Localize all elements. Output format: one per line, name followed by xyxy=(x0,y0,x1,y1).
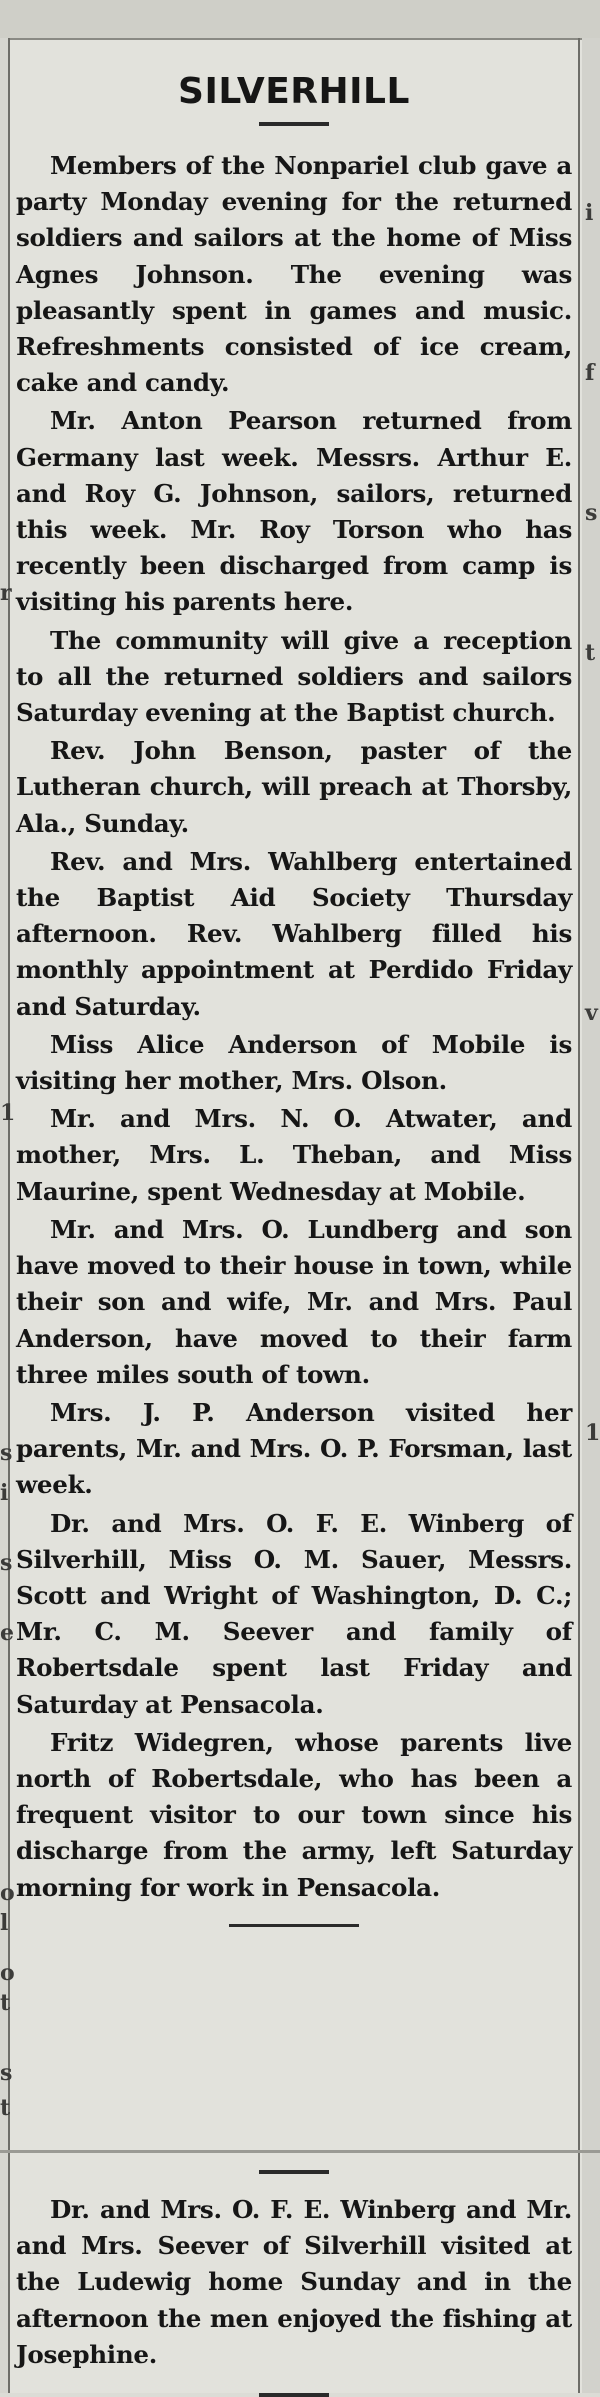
margin-fragment: v xyxy=(585,1000,598,1026)
margin-fragment: o xyxy=(0,1960,15,1986)
article-paragraph: Mrs. J. P. Anderson visited her parents, Mr. and Mrs. O. P. Forsman, last week. xyxy=(16,1397,572,1500)
margin-fragment: r xyxy=(0,580,12,606)
margin-fragment: s xyxy=(0,2060,13,2086)
item-bottom-rule xyxy=(259,2393,329,2397)
article-end-rule xyxy=(229,1924,359,1927)
article-paragraph: Rev. John Benson, paster of the Lutheran church, will preach at Thorsby, Ala., Sunday. xyxy=(16,736,572,838)
second-item-paragraph: Dr. and Mrs. O. F. E. Winberg and Mr. and Mrs. Seever of Silverhill visited at the Ludewig home Sunday and in the afternoon the men enjoyed the fishing at Josephine. xyxy=(16,2195,572,2369)
second-item xyxy=(16,2158,572,2397)
left-column-rule xyxy=(8,38,10,2393)
right-margin xyxy=(582,38,600,2393)
right-column-rule xyxy=(578,38,580,2393)
margin-fragment: o xyxy=(0,1880,15,1906)
margin-fragment: t xyxy=(0,2095,11,2121)
article-paragraph: Mr. Anton Pearson returned from Germany last week. Messrs. Arthur E. and Roy G. Johnson, sailors, returned this week. Mr. Roy Torson who has recently been discharged from camp is visiting his parents here. xyxy=(16,406,572,617)
margin-fragment: s xyxy=(585,500,598,526)
margin-fragment: t xyxy=(0,1990,11,2016)
top-margin-strip xyxy=(0,0,600,40)
margin-fragment: f xyxy=(585,360,595,386)
article-headline: SILVERHILL xyxy=(178,71,410,112)
margin-fragment: 1 xyxy=(0,1100,16,1126)
margin-fragment: e xyxy=(0,1620,14,1646)
article-paragraph: Mr. and Mrs. N. O. Atwater, and mother, Mrs. L. Theban, and Miss Maurine, spent Wednesday at Mobile. xyxy=(16,1104,572,1206)
article-paragraph: The community will give a reception to all the returned soldiers and sailors Saturday evening at the Baptist church. xyxy=(16,625,572,728)
article-paragraph: Mr. and Mrs. O. Lundberg and son have moved to their house in town, while their son and wife, Mr. and Mrs. Paul Anderson, have moved to their farm three miles south of town. xyxy=(16,1214,572,1389)
section-divider xyxy=(0,2150,600,2153)
article-paragraph: Dr. and Mrs. O. F. E. Winberg of Silverhill, Miss O. M. Sauer, Messrs. Scott and Wright of Washington, D. C.; Mr. C. M. Seever and family of Robertsdale spent last Friday and Saturday at Pensacola. xyxy=(16,1508,572,1719)
article-paragraph: Rev. and Mrs. Wahlberg entertained the Baptist Aid Society Thursday afternoon. Rev. Wahlberg filled his monthly appointment at Perdido Friday and Saturday. xyxy=(16,846,572,1021)
margin-fragment: s xyxy=(0,1440,13,1466)
article-paragraph: Miss Alice Anderson of Mobile is visiting her mother, Mrs. Olson. xyxy=(16,1029,572,1096)
margin-fragment: i xyxy=(585,200,594,226)
margin-fragment: t xyxy=(585,640,596,666)
article-paragraph: Members of the Nonpariel club gave a party Monday evening for the returned soldiers and sailors at the home of Miss Agnes Johnson. The evening was pleasantly spent in games and music. Refreshments consisted of ice cream, cake and candy. xyxy=(16,151,572,398)
margin-fragment: s xyxy=(0,1550,13,1576)
item-top-rule xyxy=(259,2170,329,2174)
headline-rule xyxy=(259,122,329,126)
margin-fragment: l xyxy=(0,1910,9,1936)
margin-fragment: 1 xyxy=(585,1420,600,1446)
left-margin xyxy=(0,38,11,2393)
margin-fragment: i xyxy=(0,1480,9,1506)
article-column xyxy=(16,40,572,1945)
article-paragraph: Fritz Widegren, whose parents live north of Robertsdale, who has been a frequent visitor to our town since his discharge from the army, left Saturday morning for work in Pensacola. xyxy=(16,1727,572,1902)
